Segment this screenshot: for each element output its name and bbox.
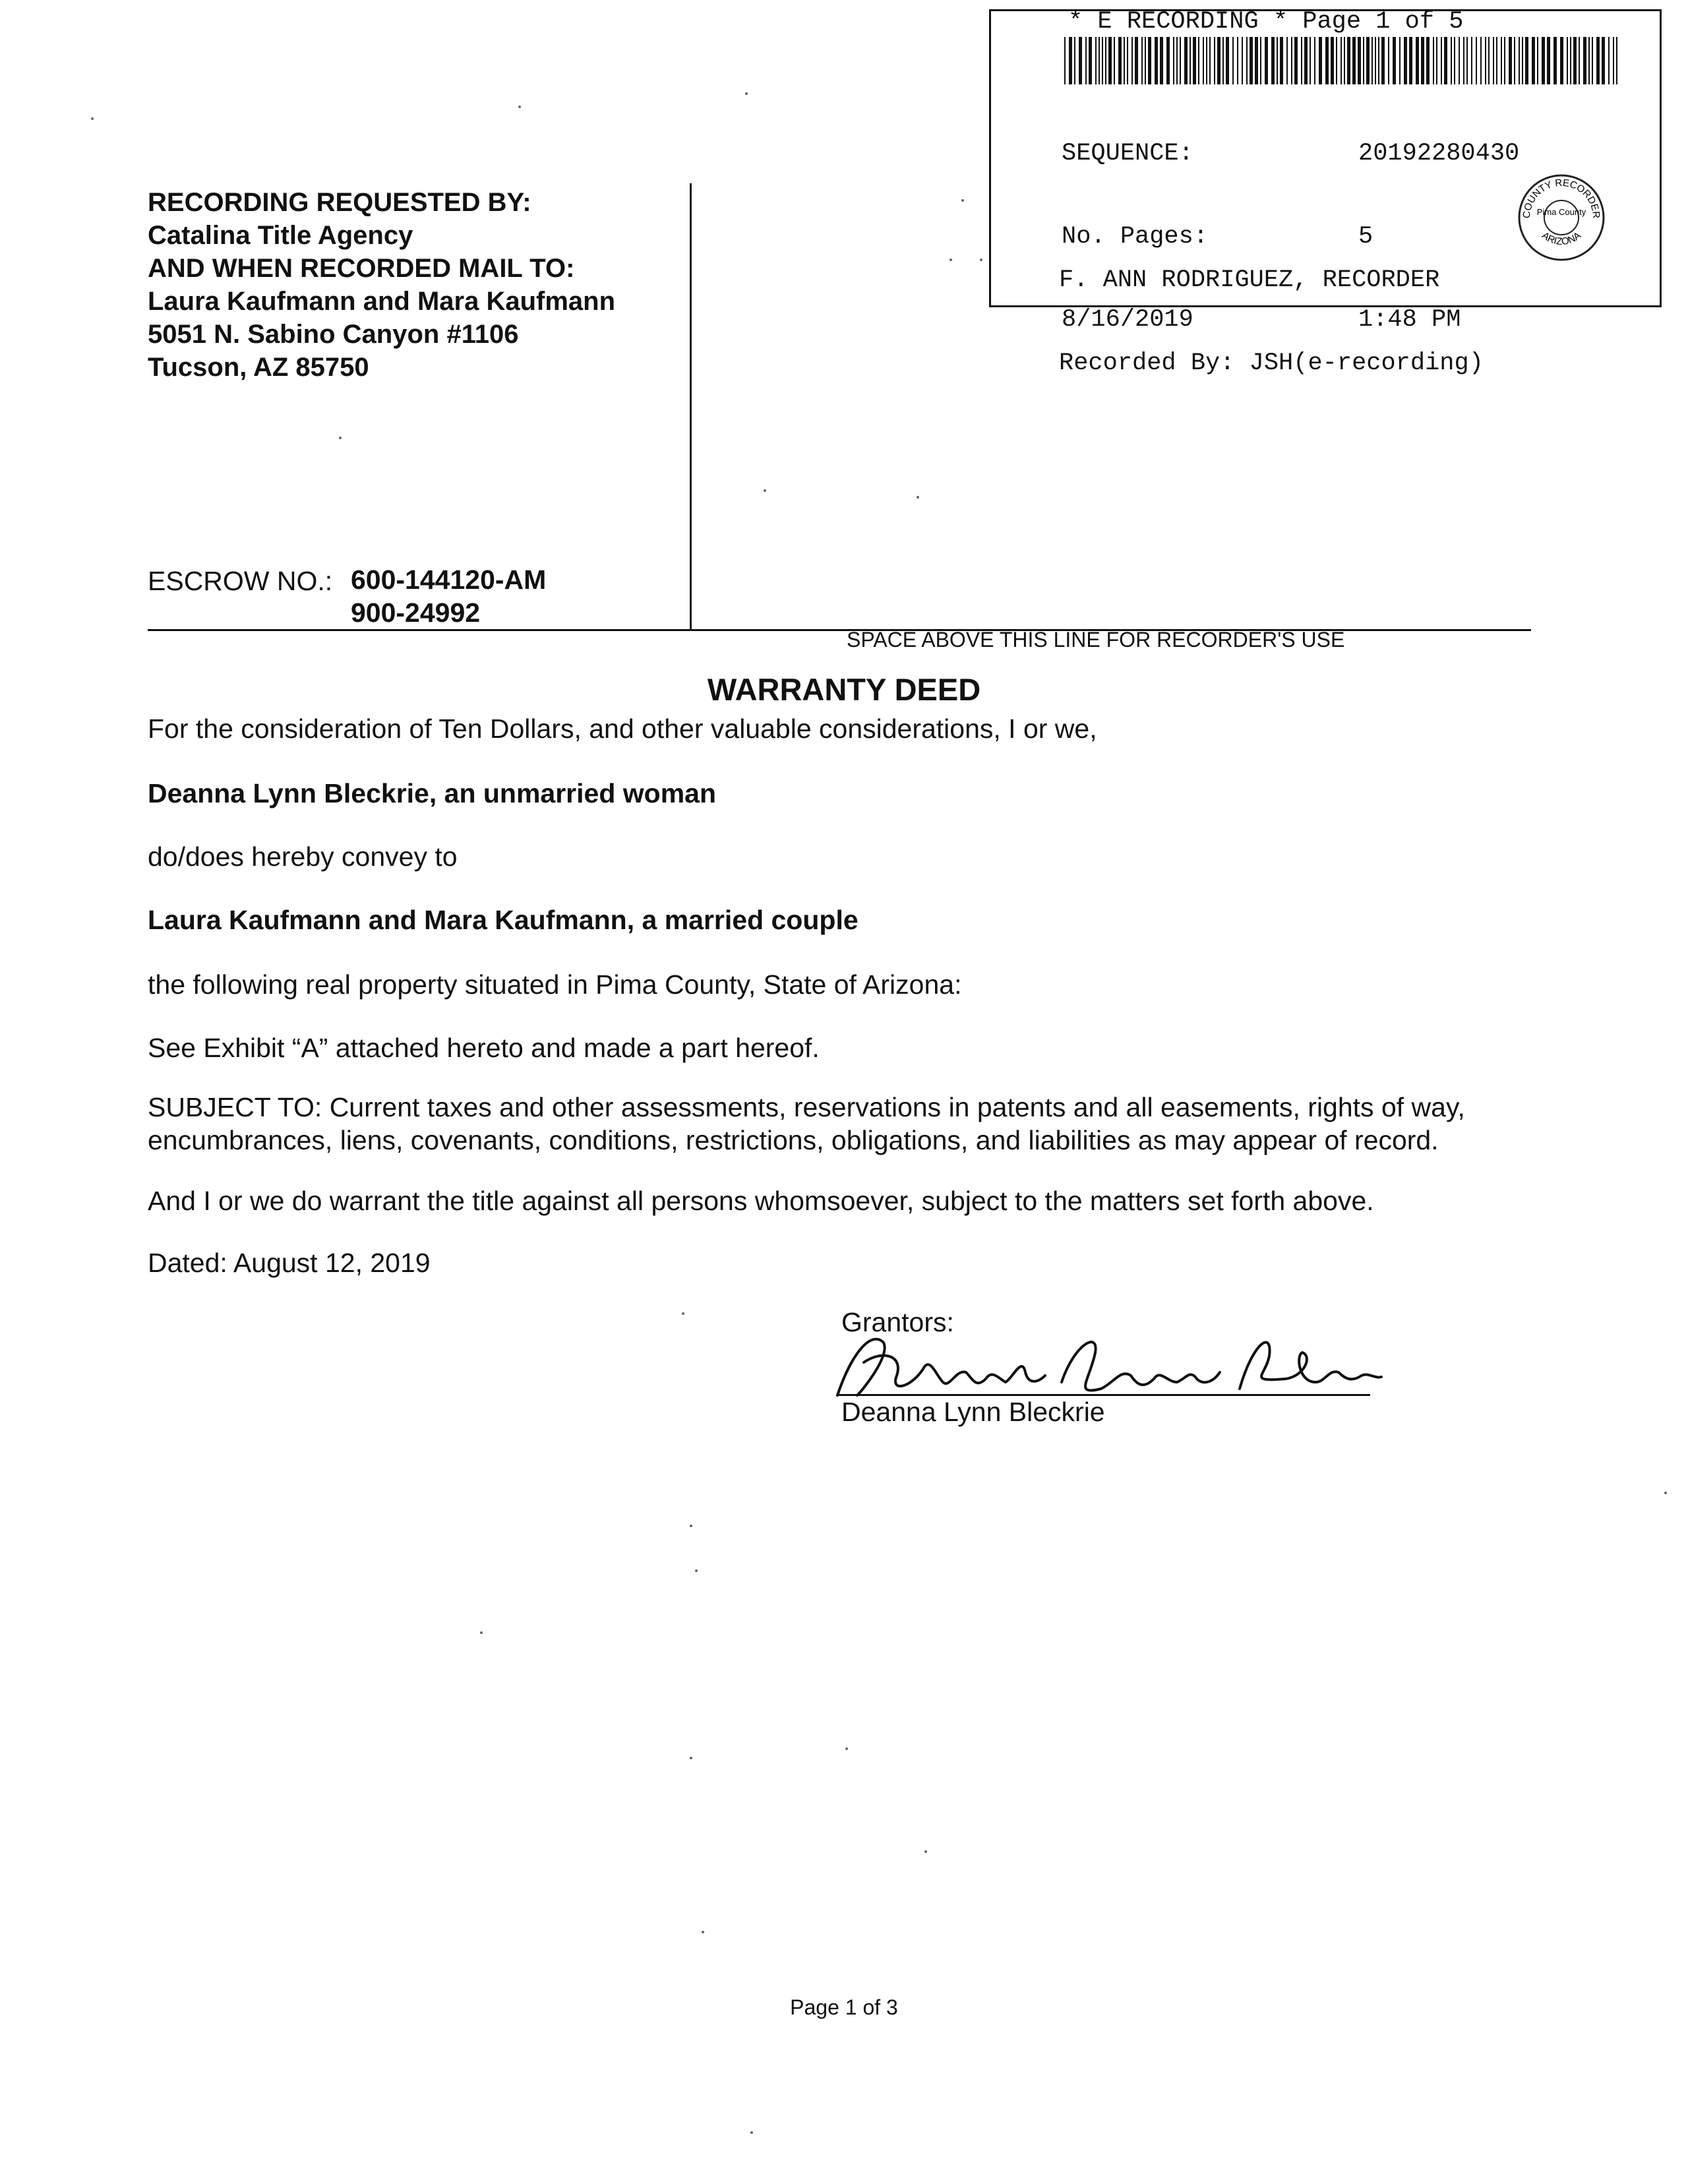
barcode-bar <box>1184 37 1188 84</box>
barcode-bar <box>1553 37 1557 84</box>
barcode-bar <box>1471 37 1472 84</box>
barcode-bar <box>1596 37 1600 84</box>
requested-by-label: RECORDING REQUESTED BY: <box>148 188 531 217</box>
barcode-bar <box>1180 37 1181 84</box>
scan-speck <box>695 1569 698 1572</box>
barcode-bar <box>1501 37 1502 84</box>
barcode-bar <box>1366 37 1370 84</box>
grantor-text: Deanna Lynn Bleckrie, an unmarried woman <box>148 778 717 808</box>
barcode-bar <box>1454 37 1455 84</box>
barcode-bar <box>1399 37 1401 84</box>
barcode-bar <box>1444 37 1447 84</box>
scan-speck <box>518 106 521 108</box>
scan-speck <box>917 496 919 499</box>
barcode-bar <box>1519 37 1520 84</box>
recording-requested-block <box>148 186 615 384</box>
barcode-bar <box>1567 37 1568 84</box>
barcode-bar <box>1441 37 1442 84</box>
barcode-bar <box>1102 37 1103 84</box>
barcode-bar <box>1358 37 1361 84</box>
barcode-bar <box>1193 37 1196 84</box>
recorder-info <box>1059 211 1484 405</box>
grantee-text: Laura Kaufmann and Mara Kaufmann, a married couple <box>148 905 859 935</box>
barcode-bar <box>1127 37 1128 84</box>
recorder-name: F. ANN RODRIGUEZ, RECORDER <box>1059 266 1440 294</box>
barcode-bar <box>1286 37 1288 84</box>
vertical-divider <box>690 183 692 630</box>
mail-to-label: AND WHEN RECORDED MAIL TO: <box>148 254 575 283</box>
scan-speck <box>750 2131 753 2134</box>
scan-speck <box>845 1747 848 1750</box>
barcode-bar <box>1375 37 1376 84</box>
barcode-bar <box>1547 37 1550 84</box>
barcode-bar <box>1310 37 1311 84</box>
barcode-bar <box>1466 37 1468 84</box>
barcode-bar <box>1246 37 1248 84</box>
barcode-bar <box>1314 37 1315 84</box>
seal-arc-top: COUNTY RECORDER <box>1521 177 1602 219</box>
scan-speck <box>1664 1492 1667 1494</box>
barcode-bar <box>1451 37 1452 84</box>
barcode-bar <box>1616 37 1617 84</box>
barcode-bar <box>1141 37 1143 84</box>
barcode-bar <box>1436 37 1437 84</box>
scan-speck <box>745 92 748 95</box>
barcode-bar <box>1426 37 1430 84</box>
signer-name: Deanna Lynn Bleckrie <box>841 1397 1105 1427</box>
barcode-bar <box>1304 37 1308 84</box>
barcode-bar <box>1222 37 1224 84</box>
barcode-bar <box>1099 37 1100 84</box>
property-text: the following real property situated in Pima County, State of Arizona: <box>148 969 962 1000</box>
barcode-bar <box>1336 37 1337 84</box>
requested-by: Catalina Title Agency <box>148 221 413 250</box>
recorder-use-note: SPACE ABOVE THIS LINE FOR RECORDER'S USE <box>847 628 1345 652</box>
barcode-bar <box>1416 37 1419 84</box>
escrow-numbers <box>351 563 546 629</box>
mail-to-street: 5051 N. Sabino Canyon #1106 <box>148 320 519 349</box>
barcode-bar <box>1214 37 1215 84</box>
barcode-bar <box>1085 37 1087 84</box>
scan-speck <box>91 117 94 120</box>
barcode-bar <box>1602 37 1605 84</box>
warrant-text: And I or we do warrant the title against all persons whomsoever, subject to the matters set forth above. <box>148 1186 1374 1216</box>
barcode-bar <box>1255 37 1258 84</box>
barcode-bar <box>1135 37 1138 84</box>
mail-to-name: Laura Kaufmann and Mara Kaufmann <box>148 287 616 316</box>
sequence-label: SEQUENCE: <box>1062 140 1193 167</box>
barcode-bar <box>1409 37 1412 84</box>
page-number: Page 1 of 3 <box>790 1995 898 2019</box>
county-seal-icon <box>1515 171 1608 264</box>
barcode-bar <box>1532 37 1535 84</box>
scan-speck <box>480 1631 483 1634</box>
barcode-bar <box>1173 37 1174 84</box>
escrow-label: ESCROW NO.: <box>148 566 333 596</box>
pages-label: No. Pages: <box>1062 223 1209 251</box>
barcode-bar <box>1131 37 1133 84</box>
barcode-bar <box>1166 37 1170 84</box>
barcode-bar <box>1476 37 1477 84</box>
barcode-bar <box>1291 37 1292 84</box>
subject-to-text: SUBJECT TO: Current taxes and other assessments, reservations in patents and all easements, rights of way, encumbrances, liens, covenants, conditions, restrictions, obligations, and liabilities as may appear of record. <box>148 1092 1465 1155</box>
barcode-bar <box>1271 37 1275 84</box>
barcode-bar <box>1463 37 1464 84</box>
signature-line <box>837 1394 1370 1396</box>
barcode-bar <box>1560 37 1563 84</box>
svg-text:ARIZONA <box>1540 230 1583 248</box>
barcode-bar <box>1331 37 1334 84</box>
barcode-bar <box>1421 37 1424 84</box>
barcode-bar <box>1079 37 1082 84</box>
barcode-bar <box>1232 37 1234 84</box>
barcode-bar <box>1114 37 1115 84</box>
scan-speck <box>961 199 964 202</box>
barcode-bar <box>1522 37 1523 84</box>
barcode-bar <box>1294 37 1298 84</box>
barcode-bar <box>1265 37 1268 84</box>
escrow-number-1: 600-144120-AM <box>351 564 547 595</box>
dated-text: Dated: August 12, 2019 <box>148 1248 431 1278</box>
barcode-bar <box>1579 37 1580 84</box>
scan-speck <box>764 489 766 492</box>
barcode-bar <box>1537 37 1538 84</box>
barcode-bar <box>1388 37 1389 84</box>
scan-speck <box>924 1850 927 1853</box>
barcode-bar <box>1301 37 1302 84</box>
barcode-bar <box>1118 37 1122 84</box>
barcode-bar <box>1160 37 1163 84</box>
barcode-bar <box>1488 37 1490 84</box>
scan-speck <box>339 437 342 439</box>
barcode-bar <box>1459 37 1460 84</box>
barcode-bar <box>1319 37 1322 84</box>
escrow-number-2: 900-24992 <box>351 597 481 628</box>
barcode-bar <box>1372 37 1373 84</box>
pages-value: 5 <box>1358 223 1373 251</box>
barcode-bar <box>1613 37 1614 84</box>
barcode-bar <box>1105 37 1106 84</box>
barcode-bar <box>1393 37 1396 84</box>
barcode-bar <box>1404 37 1407 84</box>
consideration-text: For the consideration of Ten Dollars, and other valuable considerations, I or we, <box>148 713 1097 744</box>
barcode-bar <box>1280 37 1283 84</box>
barcode-bar <box>1588 37 1590 84</box>
barcode-bar <box>1363 37 1364 84</box>
record-date: 8/16/2019 <box>1062 306 1193 334</box>
barcode-bar <box>1325 37 1329 84</box>
barcode-bar <box>1480 37 1482 84</box>
barcode-bar <box>1237 37 1238 84</box>
barcode-bar <box>1064 37 1066 84</box>
seal-inner-top: Pima County <box>1536 207 1586 217</box>
mail-to-city: Tucson, AZ 85750 <box>148 353 369 382</box>
barcode-bar <box>1089 37 1092 84</box>
stamp-header: * E RECORDING * Page 1 of 5 <box>1068 8 1464 36</box>
barcode-bar <box>1203 37 1204 84</box>
exhibit-text: See Exhibit “A” attached hereto and made a part hereof. <box>148 1033 820 1063</box>
barcode-bar <box>1226 37 1229 84</box>
scan-speck <box>690 1525 692 1527</box>
barcode-bar <box>1352 37 1356 84</box>
barcode-bar <box>1148 37 1151 84</box>
barcode-bar <box>1378 37 1379 84</box>
barcode-bar <box>1509 37 1512 84</box>
scan-speck <box>702 1931 704 1933</box>
barcode-bar <box>1504 37 1505 84</box>
record-time: 1:48 PM <box>1358 306 1461 334</box>
grantors-label: Grantors: <box>841 1307 954 1337</box>
sequence-value: 20192280430 <box>1358 140 1520 167</box>
barcode-bar <box>1344 37 1345 84</box>
barcode-bar <box>1433 37 1434 84</box>
barcode-bar <box>1124 37 1125 84</box>
barcode-bar <box>1145 37 1146 84</box>
barcode-bar <box>1217 37 1221 84</box>
barcode-bar <box>1095 37 1097 84</box>
barcode-bar <box>1573 37 1577 84</box>
barcode-bar <box>1493 37 1494 84</box>
scan-speck <box>950 258 952 261</box>
barcode-bar <box>1583 37 1586 84</box>
recorded-by: Recorded By: JSH(e-recording) <box>1059 349 1484 377</box>
barcode-bar <box>1155 37 1158 84</box>
barcode-bar <box>1074 37 1075 84</box>
barcode-bar <box>1542 37 1545 84</box>
barcode-bar <box>1341 37 1342 84</box>
barcode-bar <box>1525 37 1528 84</box>
barcode-bar <box>1250 37 1253 84</box>
scan-speck <box>690 1757 692 1759</box>
barcode-bar <box>1260 37 1261 84</box>
barcode-bar <box>1347 37 1350 84</box>
document-title: WARRANTY DEED <box>707 672 981 707</box>
barcode-bar <box>1198 37 1199 84</box>
barcode-bar <box>1514 37 1515 84</box>
barcode-bar <box>1608 37 1610 84</box>
barcode-bar <box>1190 37 1191 84</box>
barcode <box>1064 37 1618 84</box>
barcode-bar <box>1209 37 1211 84</box>
barcode-bar <box>1592 37 1593 84</box>
convey-text: do/does hereby convey to <box>148 841 458 872</box>
barcode-bar <box>1206 37 1207 84</box>
barcode-bar <box>1485 37 1486 84</box>
barcode-bar <box>1069 37 1072 84</box>
seal-arc-bottom: ARIZONA <box>1540 229 1583 248</box>
barcode-bar <box>1176 37 1178 84</box>
scan-speck <box>682 1312 684 1315</box>
scan-speck <box>980 258 982 261</box>
barcode-bar <box>1277 37 1278 84</box>
barcode-bar <box>1242 37 1243 84</box>
barcode-bar <box>1108 37 1112 84</box>
barcode-bar <box>1496 37 1497 84</box>
barcode-bar <box>1381 37 1385 84</box>
barcode-bar <box>1570 37 1571 84</box>
